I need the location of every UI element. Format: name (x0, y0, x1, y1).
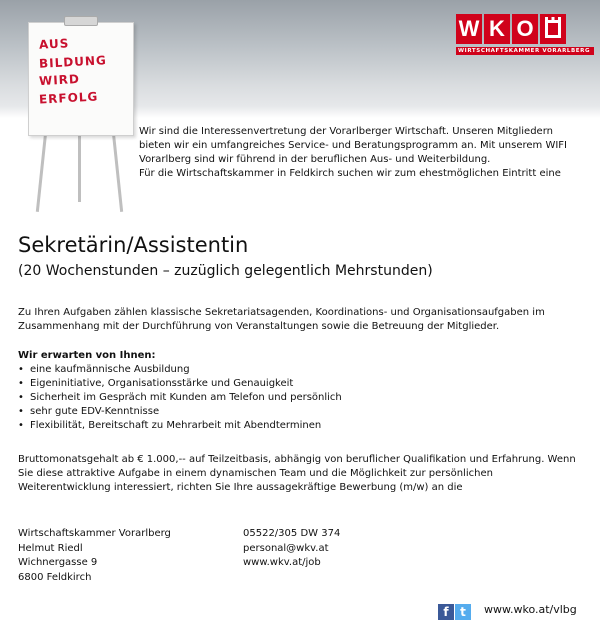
contact-email[interactable]: personal@wkv.at (243, 542, 329, 554)
flipchart-illustration (20, 12, 140, 212)
flipchart-board (28, 22, 134, 136)
social-icons (438, 601, 472, 620)
flipchart-leg (78, 132, 81, 202)
intro-paragraph: Für die Wirtschaftskammer in Feldkirch suchen wir zum ehestmöglichen Eintritt eine (139, 168, 561, 179)
logo-letter: O (512, 14, 538, 44)
intro-text (139, 125, 579, 181)
requirements-heading: Wir erwarten von Ihnen: (18, 350, 156, 361)
requirements-section (18, 349, 588, 433)
intro-paragraph: Wir sind die Interessenvertretung der Vorarlberger Wirtschaft. Unseren Mitgliedern bieten wir ein umfangreiches Service- und Beratungsprogramm an. Mit unserem WIFI Vorarlberg sind wir führend in der beruflichen Aus- und Weiterbildung. (139, 126, 568, 165)
contact-org: Wirtschaftskammer Vorarlberg (18, 528, 171, 539)
logo-letter: W (456, 14, 482, 44)
flipchart-text: WIRD (38, 71, 81, 89)
twitter-icon[interactable]: t (455, 604, 471, 620)
list-item: • Eigeninitiative, Organisationsstärke und Genauigkeit (18, 377, 588, 391)
flipchart-text: AUS (38, 36, 70, 52)
flipchart-clip (64, 16, 98, 26)
job-subtitle: (20 Wochenstunden – zuzüglich gelegentlich Mehrstunden) (18, 263, 433, 279)
requirements-list (18, 363, 588, 433)
contact-street: Wichnergasse 9 (18, 557, 98, 568)
contact-url[interactable]: www.wkv.at/job (243, 557, 321, 568)
flipchart-leg (112, 132, 123, 212)
contact-person: Helmut Riedl (18, 542, 83, 554)
contact-address (18, 527, 171, 585)
contact-city: 6800 Feldkirch (18, 571, 92, 583)
flipchart-leg (36, 132, 47, 212)
logo-subtitle: WIRTSCHAFTSKAMMER VORARLBERG (456, 47, 594, 55)
list-item: • sehr gute EDV-Kenntnisse (18, 405, 588, 419)
flipchart-text: BILDUNG (38, 53, 108, 71)
list-item: • Flexibilität, Bereitschaft zu Mehrarbeit mit Abendterminen (18, 419, 588, 433)
logo-letter: K (484, 14, 510, 44)
contact-phone: 05522/305 DW 374 (243, 528, 341, 539)
crest-icon (540, 14, 566, 44)
footer-website-link[interactable]: www.wko.at/vlbg (484, 603, 577, 616)
list-item: • Sicherheit im Gespräch mit Kunden am Telefon und persönlich (18, 391, 588, 405)
salary-text: Bruttomonatsgehalt ab € 1.000,-- auf Teilzeitbasis, abhängig von beruflicher Qualifikation und Erfahrung. Wenn Sie diese attraktive Aufgabe in einem dynamischen Team und die Möglichkeit zur persönlichen Weiterentwicklung interessiert, richten Sie Ihre aussagekräftige Bewerbung (m/w) an die (18, 454, 576, 493)
tasks-text: Zu Ihren Aufgaben zählen klassische Sekretariatsagenden, Koordinations- und Organisationsaufgaben im Zusammenhang mit der Durchführung von Veranstaltungen sowie die Betreuung der Mitglieder. (18, 307, 545, 332)
facebook-icon[interactable]: f (438, 604, 454, 620)
contact-details (243, 527, 340, 571)
list-item: • eine kaufmännische Ausbildung (18, 363, 588, 377)
job-title: Sekretärin/Assistentin (18, 233, 249, 257)
salary-paragraph (18, 453, 588, 495)
tasks-paragraph (18, 306, 588, 334)
wko-logo (456, 14, 594, 55)
flipchart-text: ERFOLG (38, 89, 99, 107)
